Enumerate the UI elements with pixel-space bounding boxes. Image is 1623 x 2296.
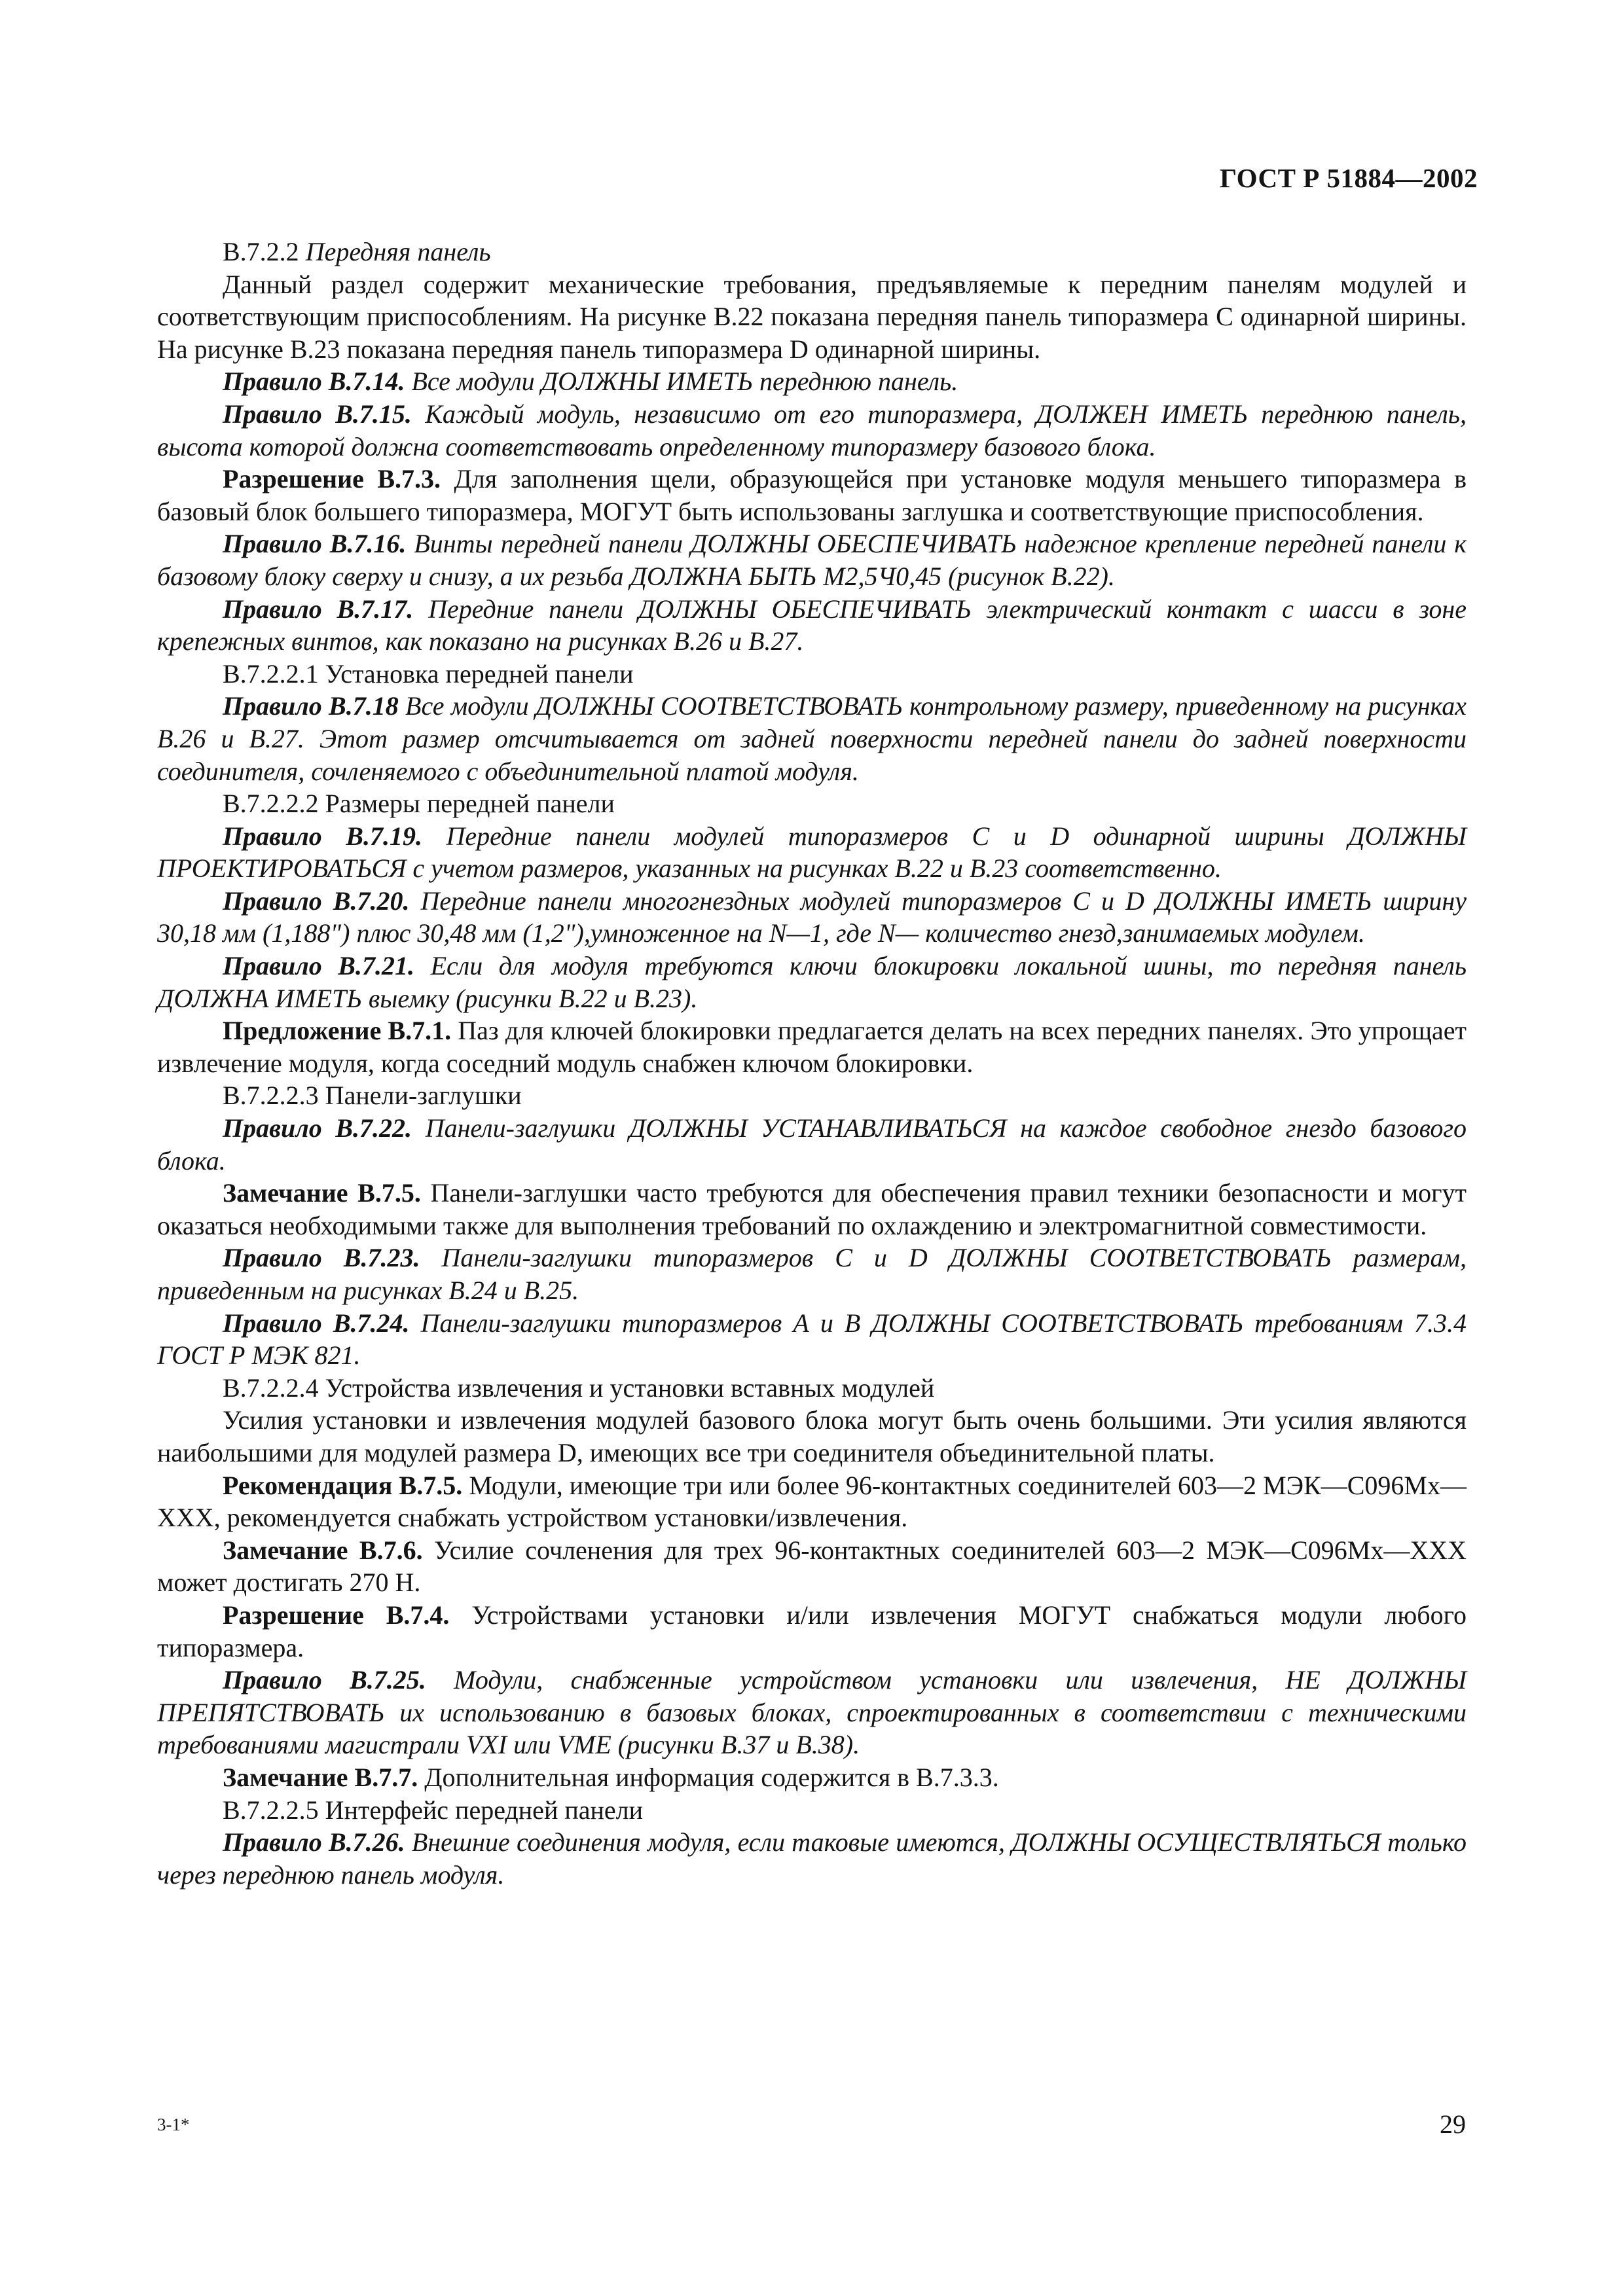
rule-label: Правило В.7.22. xyxy=(223,1113,412,1143)
body-paragraph: Усилия установки и извлечения модулей базового блока могут быть очень большими. Эти усилия являются наибольшими для модулей размера D, имеющих все три соединителя объединительной платы. xyxy=(157,1405,1467,1467)
section-title: Передняя панель xyxy=(305,237,491,266)
rule-b7-14 xyxy=(157,365,1467,398)
rule-text: Передние панели ДОЛЖНЫ ОБЕСПЕЧИВАТЬ электрический контакт с шасси в зоне крепежных винтов, как показано на рисунках В.26 и В.27. xyxy=(157,594,1467,656)
rule-text: Винты передней панели ДОЛЖНЫ ОБЕСПЕЧИВАТЬ надежное крепление передней панели к базовому блоку сверху и снизу, а их резьба ДОЛЖНА БЫТЬ М2,5Ч0,45 (рисунок В.22). xyxy=(157,529,1467,591)
rule-text: Передние панели многогнездных модулей типоразмеров С и D ДОЛЖНЫ ИМЕТЬ ширину 30,18 мм (1,188") плюс 30,48 мм (1,2"),умноженное на N—1, где N— количество гнезд,занимаемых модулем. xyxy=(157,886,1467,948)
subsection-heading-b7-2-2-4: В.7.2.2.4 Устройства извлечения и установки вставных модулей xyxy=(223,1372,935,1403)
permission-text: Для заполнения щели, образующейся при установке модуля меньшего типоразмера в базовый блок большего типоразмера, МОГУТ быть использованы заглушка и соответствующие приспособления. xyxy=(157,464,1467,526)
rule-b7-16 xyxy=(157,528,1467,592)
rule-b7-23 xyxy=(157,1242,1467,1306)
permission-text: Устройствами установки и/или извлечения МОГУТ снабжаться модули любого типоразмера. xyxy=(157,1600,1467,1662)
rule-label: Правило В.7.15. xyxy=(223,399,412,429)
rule-b7-15 xyxy=(157,398,1467,463)
rule-text: Все модули ДОЛЖНЫ СООТВЕТСТВОВАТЬ контрольному размеру, приведенному на рисунках В.26 и В.27. Этот размер отсчитывается от задней поверхности передней панели до задней поверхности соединителя, сочленяемого с объединительной платой модуля. xyxy=(157,691,1467,786)
rule-b7-24 xyxy=(157,1307,1467,1372)
note-label: Замечание В.7.5. xyxy=(223,1178,421,1208)
page-body xyxy=(157,236,1467,1891)
subsection-heading-b7-2-2-3: В.7.2.2.3 Панели-заглушки xyxy=(223,1081,522,1111)
note-label: Замечание В.7.6. xyxy=(223,1535,423,1565)
rule-b7-19 xyxy=(157,820,1467,885)
rule-label: Правило В.7.25. xyxy=(223,1665,426,1695)
permission-label: Разрешение В.7.4. xyxy=(223,1600,450,1630)
body-paragraph: Данный раздел содержит механические требования, предъявляемые к передним панелям модулей и соответствующим приспособлениям. На рисунке В.22 показана передняя панель типоразмера С одинарной ширины. На рисунке В.23 показана передняя панель типоразмера D одинарной ширины. xyxy=(157,269,1467,364)
rule-label: Правило В.7.26. xyxy=(223,1827,405,1857)
rule-label: Правило В.7.18 xyxy=(223,691,399,721)
subsection-heading-b7-2-2-1: В.7.2.2.1 Установка передней панели xyxy=(223,658,634,689)
sheet-mark: 3-1* xyxy=(157,2115,190,2134)
rule-label: Правило В.7.24. xyxy=(223,1308,410,1338)
rule-text: Если для модуля требуются ключи блокировки локальной шины, то передняя панель ДОЛЖНА ИМЕТЬ выемку (рисунки В.22 и В.23). xyxy=(157,951,1467,1013)
rule-text: Все модули ДОЛЖНЫ ИМЕТЬ переднюю панель. xyxy=(411,367,958,397)
note-text: Усилие сочленения для трех 96-контактных соединителей 603—2 МЭК—С096Мх—XXX может достигать 270 Н. xyxy=(157,1535,1467,1598)
recommendation-text: Модули, имеющие три или более 96-контактных соединителей 603—2 МЭК—С096Мх—XXX, рекомендуется снабжать устройством установки/извлечения. xyxy=(157,1470,1467,1533)
permission-b7-3 xyxy=(157,463,1467,528)
note-text: Панели-заглушки часто требуются для обеспечения правил техники безопасности и могут оказаться необходимыми также для выполнения требований по охлаждению и электромагнитной совместимости. xyxy=(157,1178,1467,1240)
recommendation-label: Рекомендация В.7.5. xyxy=(223,1470,463,1500)
subsection-heading-b7-2-2-5: В.7.2.2.5 Интерфейс передней панели xyxy=(223,1795,644,1825)
note-text: Дополнительная информация содержится в В.7.3.3. xyxy=(424,1762,999,1792)
note-label: Замечание В.7.7. xyxy=(223,1762,418,1792)
rule-text: Модули, снабженные устройством установки или извлечения, НЕ ДОЛЖНЫ ПРЕПЯТСТВОВАТЬ их использованию в базовых блоках, спроектированных в соответствии с техническими требованиями магистрали VXI или VME (рисунки В.37 и В.38). xyxy=(157,1665,1467,1760)
rule-label: Правило В.7.23. xyxy=(223,1243,420,1273)
rule-label: Правило В.7.19. xyxy=(223,821,422,851)
page-number: 29 xyxy=(1440,2109,1466,2139)
document-number: ГОСТ Р 51884—2002 xyxy=(1220,163,1478,193)
suggestion-label: Предложение В.7.1. xyxy=(223,1016,452,1046)
section-heading-b7-2-2 xyxy=(157,236,1467,268)
rule-text: Передние панели модулей типоразмеров С и D одинарной ширины ДОЛЖНЫ ПРОЕКТИРОВАТЬСЯ с учетом размеров, указанных на рисунках В.22 и В.23 соответственно. xyxy=(157,821,1467,884)
suggestion-b7-1 xyxy=(157,1014,1467,1079)
rule-text: Каждый модуль, независимо от его типоразмера, ДОЛЖЕН ИМЕТЬ переднюю панель, высота которой должна соответствовать определенному типоразмеру базового блока. xyxy=(157,399,1467,461)
rule-text: Панели-заглушки типоразмеров С и D ДОЛЖНЫ СООТВЕТСТВОВАТЬ размерам, приведенным на рисунках В.24 и В.25. xyxy=(157,1243,1467,1305)
subsection-heading-b7-2-2-2: В.7.2.2.2 Размеры передней панели xyxy=(223,789,615,819)
rule-b7-22 xyxy=(157,1112,1467,1177)
rule-text: Панели-заглушки типоразмеров А и В ДОЛЖНЫ СООТВЕТСТВОВАТЬ требованиям 7.3.4 ГОСТ Р МЭК 821. xyxy=(157,1308,1467,1371)
note-b7-7 xyxy=(157,1761,1467,1794)
recommendation-b7-5 xyxy=(157,1469,1467,1534)
rule-b7-25 xyxy=(157,1664,1467,1761)
rule-b7-17 xyxy=(157,593,1467,658)
rule-text: Внешние соединения модуля, если таковые имеются, ДОЛЖНЫ ОСУЩЕСТВЛЯТЬСЯ только через переднюю панель модуля. xyxy=(157,1827,1467,1890)
rule-b7-26 xyxy=(157,1826,1467,1891)
rule-b7-20 xyxy=(157,885,1467,950)
rule-b7-21 xyxy=(157,950,1467,1014)
rule-label: Правило В.7.21. xyxy=(223,951,414,981)
permission-label: Разрешение В.7.3. xyxy=(223,464,441,494)
section-number: В.7.2.2 xyxy=(223,237,299,266)
rule-label: Правило В.7.16. xyxy=(223,529,407,559)
permission-b7-4 xyxy=(157,1599,1467,1664)
suggestion-text: Паз для ключей блокировки предлагается делать на всех передних панелях. Это упрощает извлечение модуля, когда соседний модуль снабжен ключом блокировки. xyxy=(157,1016,1467,1078)
rule-b7-18 xyxy=(157,690,1467,787)
rule-label: Правило В.7.17. xyxy=(223,594,414,624)
rule-text: Панели-заглушки ДОЛЖНЫ УСТАНАВЛИВАТЬСЯ на каждое свободное гнездо базового блока. xyxy=(157,1113,1467,1175)
note-b7-5 xyxy=(157,1177,1467,1242)
rule-label: Правило В.7.20. xyxy=(223,886,410,916)
rule-label: Правило В.7.14. xyxy=(223,367,405,397)
note-b7-6 xyxy=(157,1534,1467,1599)
